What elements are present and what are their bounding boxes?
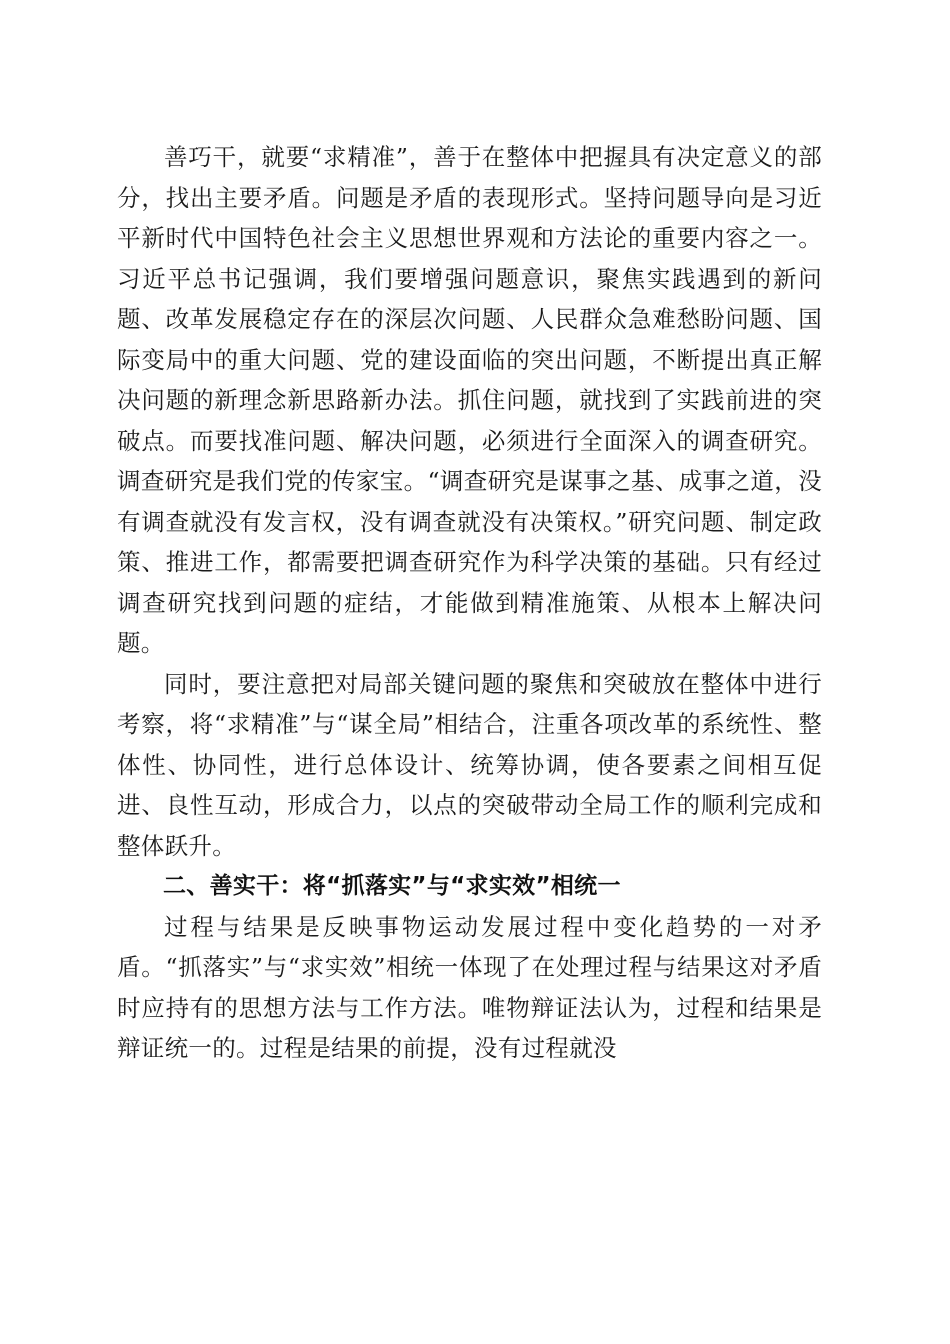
document-body bbox=[117, 137, 822, 1069]
section-heading: 二、善实干：将“抓落实”与“求实效”相统一 bbox=[163, 873, 621, 899]
paragraph-process-result: 过程与结果是反映事物运动发展过程中变化趋势的一对矛盾。“抓落实”与“求实效”相统一体现了在处理过程与结果这对矛盾时应持有的思想方法与工作方法。唯物辩证法认为，过程和结果是辩证统一的。过程是结果的前提，没有过程就没 bbox=[117, 912, 822, 1062]
paragraph-precision: 善巧干，就要“求精准”，善于在整体中把握具有决定意义的部分，找出主要矛盾。问题是矛盾的表现形式。坚持问题导向是习近平新时代中国特色社会主义思想世界观和方法论的重要内容之一。习近平总书记强调，我们要增强问题意识，聚焦实践遇到的新问题、改革发展稳定存在的深层次问题、人民群众急难愁盼问题、国际变局中的重大问题、党的建设面临的突出问题，不断提出真正解决问题的新理念新思路新办法。抓住问题，就找到了实践前进的突破点。而要找准问题、解决问题，必须进行全面深入的调查研究。调查研究是我们党的传家宝。“调查研究是谋事之基、成事之道，没有调查就没有发言权，没有调查就没有决策权。”研究问题、制定政策、推进工作，都需要把调查研究作为科学决策的基础。只有经过调查研究找到问题的症结，才能做到精准施策、从根本上解决问题。 bbox=[117, 143, 822, 657]
paragraph-overall-situation: 同时，要注意把对局部关键问题的聚焦和突破放在整体中进行考察，将“求精准”与“谋全局”相结合，注重各项改革的系统性、整体性、协同性，进行总体设计、统筹协调，使各要素之间相互促进、良性互动，形成合力，以点的突破带动全局工作的顺利完成和整体跃升。 bbox=[117, 669, 822, 860]
